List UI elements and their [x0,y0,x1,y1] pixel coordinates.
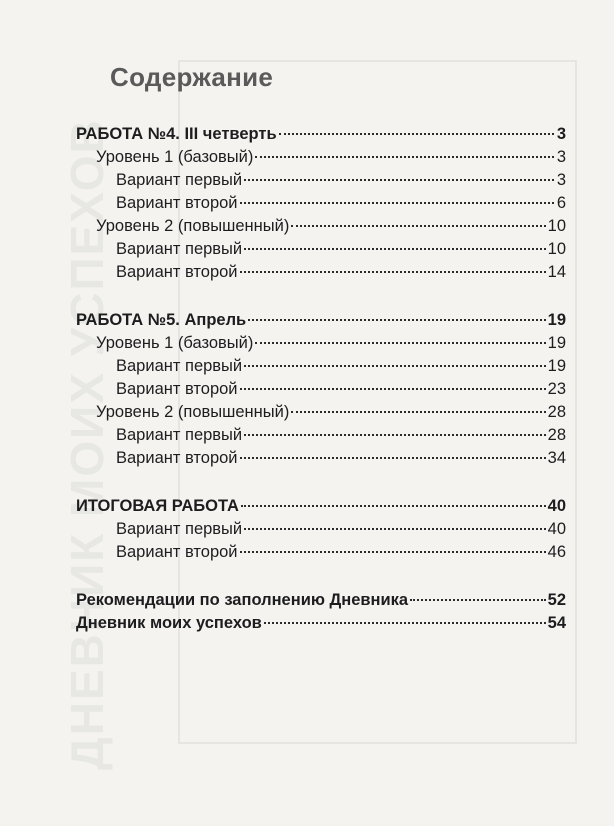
toc-entry-label: Вариант второй [116,194,238,212]
toc-entry[interactable] [116,171,566,195]
dot-leader [244,179,554,181]
toc-entry-page: 40 [547,497,566,515]
toc-entry[interactable] [116,380,566,404]
dot-leader [410,599,546,601]
toc-entry-label: Рекомендации по заполнению Дневника [76,591,409,609]
toc-entry-label: Вариант второй [116,449,238,467]
toc-entry[interactable] [116,194,566,218]
dot-leader [240,388,546,390]
toc-entry[interactable] [76,591,566,615]
toc-entry-page: 19 [547,357,566,375]
dot-leader [240,551,546,553]
toc-entry[interactable] [96,403,566,427]
toc-entry-label: Вариант второй [116,543,238,561]
dot-leader [244,248,546,250]
toc-entry-label: Вариант второй [116,380,238,398]
toc-entry-label: Вариант первый [116,171,243,189]
dot-leader [255,342,545,344]
toc-entry-label: РАБОТА №4. III четверть [76,125,277,143]
toc-entry[interactable] [76,311,566,335]
toc-entry-page: 52 [547,591,566,609]
dot-leader [244,365,546,367]
toc-entry[interactable] [76,125,566,149]
toc-entry-page: 54 [547,614,566,632]
toc-entry-page: 28 [547,426,566,444]
toc-entry[interactable] [116,263,566,287]
dot-leader [248,319,545,321]
toc-entry-page: 3 [556,171,566,189]
toc-entry-label: Уровень 1 (базовый) [96,334,254,352]
toc-entry-label: Дневник моих успехов [76,614,262,632]
toc-entry-label: Уровень 2 (повышенный) [96,217,290,235]
toc-entry[interactable] [116,449,566,473]
toc-entry-label: Уровень 1 (базовый) [96,148,254,166]
toc-entry-page: 23 [547,380,566,398]
dot-leader [264,622,546,624]
dot-leader [291,411,545,413]
dot-leader [291,225,545,227]
toc-entry[interactable] [116,543,566,567]
toc-entry-label: Вариант второй [116,263,238,281]
toc-entry-label: Вариант первый [116,357,243,375]
toc-entry-page: 3 [556,148,566,166]
dot-leader [240,202,554,204]
toc-entry-label: ИТОГОВАЯ РАБОТА [76,497,239,515]
toc-entry-page: 34 [547,449,566,467]
toc-entry[interactable] [116,520,566,544]
toc-entry-page: 3 [556,125,566,143]
toc-entry-page: 6 [556,194,566,212]
toc-entry-page: 10 [547,240,566,258]
bleed-through-heading: ДНЕВНИК МОИХ УСПЕХОВ [61,118,113,770]
toc-entry[interactable] [96,217,566,241]
toc-entry-label: Вариант первый [116,520,243,538]
toc-entry-page: 10 [547,217,566,235]
toc-entry-page: 40 [547,520,566,538]
dot-leader [240,271,546,273]
toc-entry-label: Вариант первый [116,240,243,258]
dot-leader [244,528,546,530]
dot-leader [240,457,546,459]
toc-entry-label: РАБОТА №5. Апрель [76,311,247,329]
page-title: Содержание [110,62,274,92]
toc-entry[interactable] [96,148,566,172]
dot-leader [279,133,554,135]
toc-entry[interactable] [116,357,566,381]
toc-entry-page: 14 [547,263,566,281]
toc-entry[interactable] [116,426,566,450]
toc-entry-page: 19 [547,334,566,352]
toc-entry-page: 46 [547,543,566,561]
dot-leader [255,156,554,158]
toc-entry[interactable] [76,614,566,638]
toc-entry-page: 19 [547,311,566,329]
toc-entry[interactable] [116,240,566,264]
toc-entry-label: Уровень 2 (повышенный) [96,403,290,421]
toc-entry[interactable] [76,497,566,521]
toc-entry[interactable] [96,334,566,358]
dot-leader [241,505,546,507]
toc-entry-label: Вариант первый [116,426,243,444]
dot-leader [244,434,546,436]
toc-entry-page: 28 [547,403,566,421]
